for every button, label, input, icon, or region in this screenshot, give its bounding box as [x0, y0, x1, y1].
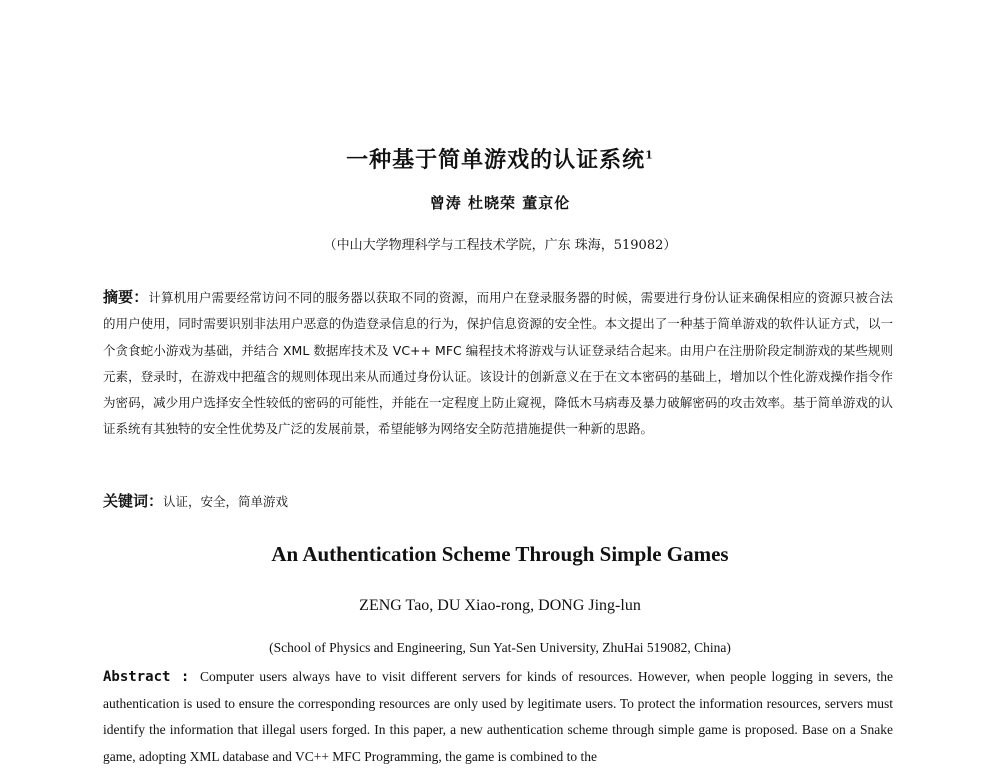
title-footnote-mark: 1	[645, 148, 654, 162]
chinese-abstract-label: 摘要：	[103, 288, 149, 306]
chinese-keywords-label: 关键词：	[103, 492, 164, 510]
chinese-keywords	[103, 490, 893, 511]
english-abstract-label: Abstract :	[103, 669, 190, 685]
english-title: An Authentication Scheme Through Simple Games	[271, 542, 729, 566]
english-authors: ZENG Tao, DU Xiao-rong, DONG Jing-lun	[359, 597, 641, 614]
chinese-authors: 曾涛 杜晓荣 董京伦	[429, 194, 571, 212]
english-abstract-text: Computer users always have to visit different servers for kinds of resources. However, when people logging in severs, the authentication is used to ensure the corresponding resources are only used by legitimate users. To protect the information resources, servers must identify the information that illegal users forged. In this paper, a new authentication scheme through simple game is proposed. Base on a Snake game, adopting XML database and VC++ MFC Programming, the game is combined to the	[103, 669, 893, 764]
chinese-keywords-text: 认证，安全，简单游戏	[163, 494, 289, 509]
chinese-title-text: 一种基于简单游戏的认证系统	[346, 147, 646, 173]
chinese-title	[0, 143, 1000, 174]
chinese-abstract-text: 计算机用户需要经常访问不同的服务器以获取不同的资源，而用户在登录服务器的时候，需要进行身份认证来确保相应的资源只被合法的用户使用，同时需要识别非法用户恶意的伪造登录信息的行为，保护信息资源的安全性。本文提出了一种基于简单游戏的软件认证方式，以一个贪食蛇小游戏为基础，并结合 XML 数据库技术及 VC++ MFC 编程技术将游戏与认证登录结合起来。由用户在注册阶段定制游戏的某些规则元素，登录时，在游戏中把蕴含的规则体现出来从而通过身份认证。该设计的创新意义在于在文本密码的基础上，增加以个性化游戏操作指令作为密码，减少用户选择安全性较低的密码的可能性，并能在一定程度上防止窥视，降低木马病毒及暴力破解密码的攻击效率。基于简单游戏的认证系统有其独特的安全性优势及广泛的发展前景，希望能够为网络安全防范措施提供一种新的思路。	[103, 290, 893, 437]
english-affiliation: (School of Physics and Engineering, Sun Yat-Sen University, ZhuHai 519082, China)	[269, 640, 731, 655]
chinese-affiliation: （中山大学物理科学与工程技术学院，广东 珠海，519082）	[323, 238, 677, 253]
chinese-abstract	[103, 284, 893, 443]
english-abstract	[103, 664, 893, 770]
